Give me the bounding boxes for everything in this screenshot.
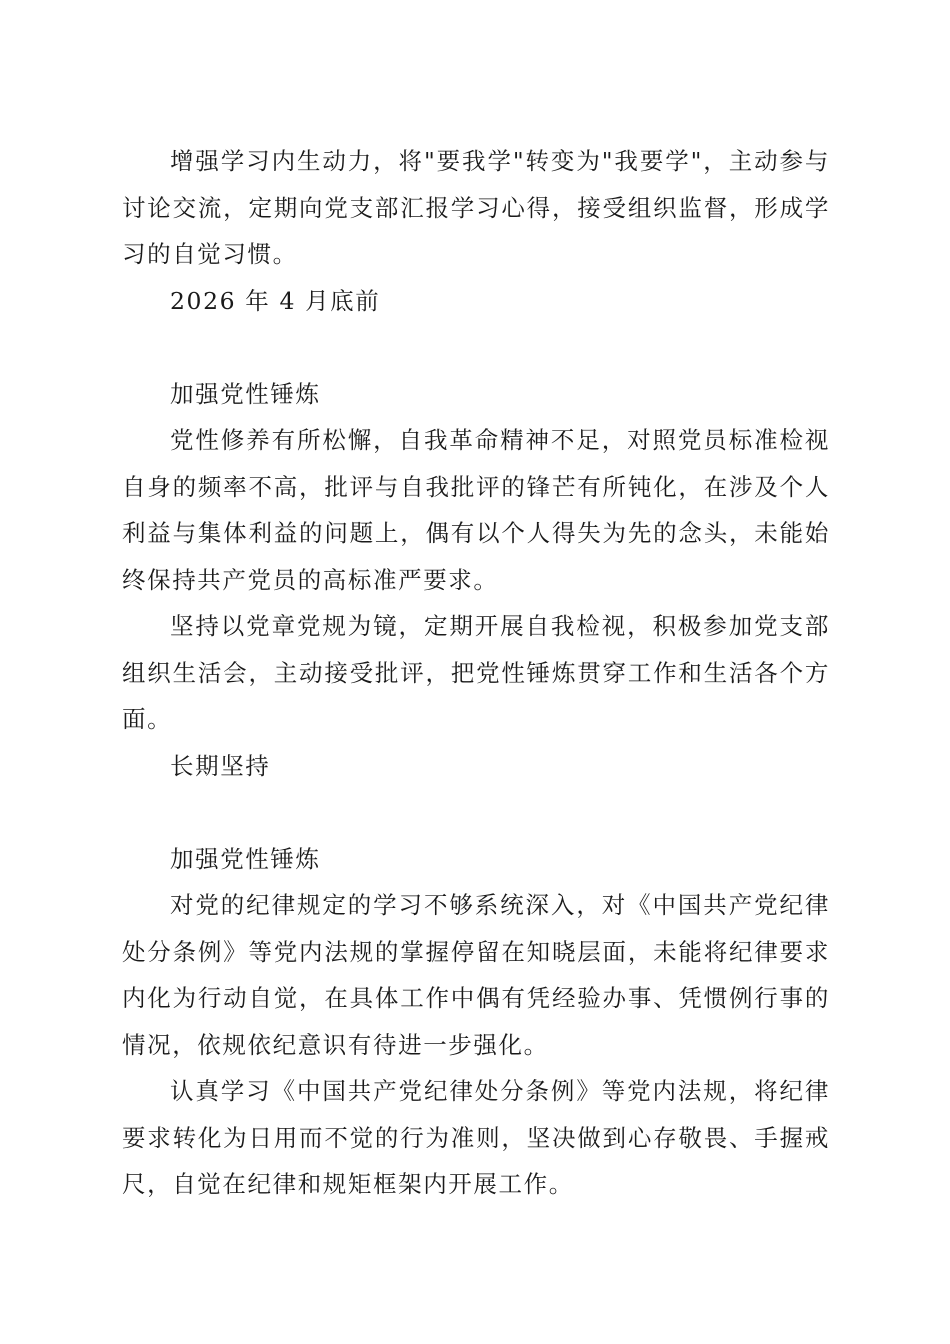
blank-line [122, 789, 830, 836]
deadline-april-2026: 2026 年 4 月底前 [170, 286, 381, 315]
paragraph-party-spirit-measure: 坚持以党章党规为镜，定期开展自我检视，积极参加党支部组织生活会，主动接受批评，把党性锤炼贯穿工作和生活各个方面。 [122, 612, 830, 733]
paragraph-party-spirit-issue: 党性修养有所松懈，自我革命精神不足，对照党员标准检视自身的频率不高，批评与自我批评的锋芒有所钝化，在涉及个人利益与集体利益的问题上，偶有以个人得失为先的念头，未能始终保持共产党员的高标准严要求。 [122, 426, 830, 594]
paragraph-study-motivation: 增强学习内生动力，将"要我学"转变为"我要学"，主动参与讨论交流，定期向党支部汇报学习心得，接受组织监督，形成学习的自觉习惯。 [122, 147, 830, 268]
section-heading-party-spirit: 加强党性锤炼 [170, 379, 321, 408]
blank-line [122, 324, 830, 371]
section-heading-party-spirit-2: 加强党性锤炼 [170, 844, 321, 873]
deadline-long-term: 长期坚持 [170, 751, 271, 780]
paragraph-discipline-issue: 对党的纪律规定的学习不够系统深入，对《中国共产党纪律处分条例》等党内法规的掌握停留在知晓层面，未能将纪律要求内化为行动自觉，在具体工作中偶有凭经验办事、凭惯例行事的情况，依规依纪意识有待进一步强化。 [122, 891, 830, 1059]
paragraph-discipline-measure: 认真学习《中国共产党纪律处分条例》等党内法规，将纪律要求转化为日用而不觉的行为准则，坚决做到心存敬畏、手握戒尺，自觉在纪律和规矩框架内开展工作。 [122, 1077, 830, 1198]
document-body [122, 138, 830, 1208]
